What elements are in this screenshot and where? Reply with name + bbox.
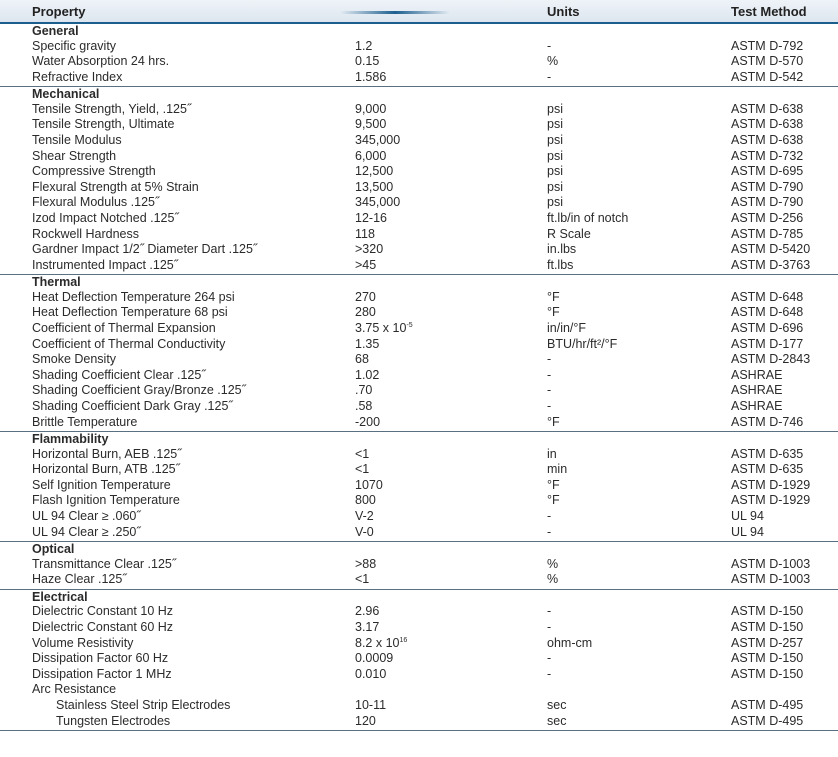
value-text: 2.96	[355, 604, 380, 619]
property-cell: Water Absorption 24 hrs.	[32, 54, 170, 69]
value-cell	[355, 180, 393, 196]
value-cell	[355, 70, 386, 86]
units-cell: ft.lb/in of notch	[547, 210, 629, 225]
value-cell	[355, 133, 400, 149]
units-cell: -	[547, 651, 552, 666]
property-cell: Flexural Strength at 5% Strain	[32, 179, 199, 194]
test-method-cell: ASTM D-150	[731, 620, 804, 634]
table-row	[0, 39, 838, 55]
value-cell	[355, 352, 369, 368]
value-text: >88	[355, 556, 377, 571]
property-cell: Flash Ignition Temperature	[32, 493, 180, 508]
value-cell	[355, 54, 379, 70]
test-method-cell: ASTM D-696	[731, 321, 804, 335]
value-text: 10-11	[355, 697, 387, 712]
test-method-cell: ASTM D-648	[731, 289, 804, 304]
value-cell	[355, 102, 386, 118]
value-cell	[355, 557, 376, 573]
table-row	[0, 352, 838, 368]
value-cell	[355, 636, 407, 652]
table-row	[0, 321, 838, 337]
value-text: >45	[355, 257, 377, 272]
test-method-cell: ASTM D-542	[731, 69, 804, 84]
property-cell: Flexural Modulus .125˝	[32, 195, 160, 210]
value-text: 12-16	[355, 210, 387, 225]
units-cell: -	[547, 38, 552, 53]
property-cell: Shading Coefficient Clear .125˝	[32, 367, 206, 382]
property-cell: Coefficient of Thermal Conductivity	[32, 336, 226, 351]
property-cell: Dissipation Factor 1 MHz	[32, 666, 172, 681]
section-thermal	[0, 275, 838, 432]
value-cell	[355, 39, 372, 55]
value-text: <1	[355, 572, 370, 587]
value-exponent: 16	[399, 636, 408, 644]
property-cell: UL 94 Clear ≥ .250˝	[32, 524, 141, 539]
value-text: 3.75 x 10	[355, 321, 407, 335]
value-text: 8.2 x 10	[355, 635, 400, 650]
section-title: Mechanical	[32, 87, 100, 102]
value-text: 0.0009	[355, 651, 394, 666]
value-text: 1.586	[355, 69, 387, 84]
value-cell	[355, 211, 387, 227]
property-cell: Dissipation Factor 60 Hz	[32, 651, 169, 666]
property-cell: Compressive Strength	[32, 164, 156, 179]
property-cell: Tensile Strength, Ultimate	[32, 117, 175, 132]
property-cell: Brittle Temperature	[32, 414, 138, 429]
table-row	[0, 195, 838, 211]
test-method-cell: ASTM D-1003	[731, 556, 811, 571]
property-cell: Coefficient of Thermal Expansion	[32, 321, 216, 335]
value-text: 6,000	[355, 148, 387, 163]
value-text: <1	[355, 462, 370, 477]
value-text: .58	[355, 398, 373, 413]
value-cell	[355, 149, 386, 165]
value-text: V-2	[355, 509, 374, 524]
table-row	[0, 399, 838, 415]
units-cell: ohm-cm	[547, 635, 593, 650]
value-cell	[355, 305, 376, 321]
section-general	[0, 24, 838, 87]
section-title: Flammability	[32, 432, 109, 447]
value-cell	[355, 321, 413, 337]
property-cell: Dielectric Constant 60 Hz	[32, 620, 174, 634]
value-text: 270	[355, 289, 376, 304]
value-cell	[355, 620, 379, 636]
units-cell: psi	[547, 148, 563, 163]
property-cell: Tensile Strength, Yield, .125˝	[32, 101, 192, 116]
header-units: Units	[547, 4, 580, 19]
section-title: Electrical	[32, 589, 88, 604]
property-cell: Arc Resistance	[32, 682, 117, 697]
value-cell	[355, 415, 380, 431]
units-cell: min	[547, 462, 568, 477]
units-cell: °F	[547, 493, 560, 508]
value-cell	[355, 399, 372, 415]
property-cell: Instrumented Impact .125˝	[32, 257, 178, 272]
units-cell: %	[547, 556, 559, 571]
property-cell: Shading Coefficient Dark Gray .125˝	[32, 398, 233, 413]
table-row	[0, 604, 838, 620]
value-text: 12,500	[355, 164, 394, 179]
value-text: 1.2	[355, 38, 373, 53]
table-row	[0, 714, 838, 730]
value-cell	[355, 667, 386, 683]
test-method-cell: ASTM D-635	[731, 462, 804, 477]
value-text: >320	[355, 242, 384, 257]
value-text: 9,500	[355, 117, 387, 132]
value-text: 280	[355, 305, 376, 320]
value-cell	[355, 290, 376, 306]
units-cell: -	[547, 69, 552, 84]
units-cell: °F	[547, 289, 560, 304]
test-method-cell: ASTM D-648	[731, 305, 804, 320]
table-row	[0, 509, 838, 525]
table-row	[0, 667, 838, 683]
property-cell: Shading Coefficient Gray/Bronze .125˝	[32, 383, 246, 398]
units-cell: in.lbs	[547, 242, 577, 257]
value-cell	[355, 227, 375, 243]
value-cell	[355, 383, 372, 399]
table-row	[0, 682, 838, 698]
test-method-cell: ASTM D-2843	[731, 352, 811, 367]
property-cell: Smoke Density	[32, 352, 117, 367]
property-cell: Gardner Impact 1/2˝ Diameter Dart .125˝	[32, 242, 258, 257]
value-text: 1070	[355, 477, 383, 492]
test-method-cell: ASTM D-150	[731, 651, 804, 666]
units-cell: BTU/hr/ft²/°F	[547, 336, 618, 351]
property-cell: Haze Clear .125˝	[32, 572, 127, 587]
header-test-method: Test Method	[731, 4, 807, 19]
value-text: 68	[355, 352, 369, 367]
units-cell: in	[547, 446, 557, 461]
test-method-cell: ASTM D-150	[731, 666, 804, 681]
value-cell	[355, 447, 369, 463]
value-cell	[355, 509, 374, 525]
units-cell: %	[547, 54, 559, 69]
value-text: 13,500	[355, 179, 394, 194]
property-cell: Refractive Index	[32, 69, 123, 84]
property-cell: Izod Impact Notched .125˝	[32, 210, 179, 225]
table-row	[0, 227, 838, 243]
property-cell: Volume Resistivity	[32, 635, 134, 650]
units-cell: -	[547, 620, 552, 634]
value-exponent: -5	[406, 322, 413, 329]
section-flammability	[0, 432, 838, 542]
test-method-cell: ASTM D-1929	[731, 477, 811, 492]
units-cell: -	[547, 367, 552, 382]
test-method-cell: ASTM D-1003	[731, 572, 811, 587]
test-method-cell: ASTM D-790	[731, 195, 804, 210]
units-cell: -	[547, 524, 552, 539]
value-cell	[355, 258, 376, 274]
units-cell: -	[547, 604, 552, 619]
table-row	[0, 133, 838, 149]
test-method-cell: ASTM D-495	[731, 697, 804, 712]
table-row	[0, 337, 838, 353]
header-property: Property	[32, 4, 86, 19]
units-cell: psi	[547, 132, 563, 147]
test-method-cell: ASTM D-635	[731, 446, 804, 461]
property-cell: Specific gravity	[32, 38, 117, 53]
value-text: 3.17	[355, 620, 380, 634]
section-electrical	[0, 590, 838, 731]
value-text: 118	[355, 226, 375, 241]
table-row	[0, 557, 838, 573]
value-text: 120	[355, 713, 376, 728]
units-cell: sec	[547, 697, 567, 712]
property-cell: Dielectric Constant 10 Hz	[32, 604, 174, 619]
table-row	[0, 258, 838, 274]
units-cell: -	[547, 352, 552, 367]
table-row	[0, 383, 838, 399]
property-cell: Heat Deflection Temperature 68 psi	[32, 305, 228, 320]
table-row	[0, 70, 838, 86]
value-cell	[355, 164, 393, 180]
table-row	[0, 572, 838, 588]
test-method-cell: ASTM D-792	[731, 38, 804, 53]
units-cell: -	[547, 509, 552, 524]
property-cell: Heat Deflection Temperature 264 psi	[32, 289, 235, 304]
value-text: 345,000	[355, 132, 401, 147]
table-row	[0, 478, 838, 494]
table-row	[0, 462, 838, 478]
table-row	[0, 242, 838, 258]
units-cell: -	[547, 383, 552, 398]
properties-table	[0, 24, 838, 731]
property-cell: Rockwell Hardness	[32, 226, 139, 241]
property-cell: Self Ignition Temperature	[32, 477, 171, 492]
value-text: .70	[355, 383, 373, 398]
units-cell: %	[547, 572, 559, 587]
table-row	[0, 447, 838, 463]
value-text: <1	[355, 446, 370, 461]
test-method-cell: ASHRAE	[731, 367, 783, 382]
value-text: 345,000	[355, 195, 401, 210]
test-method-cell: ASHRAE	[731, 398, 783, 413]
value-cell	[355, 337, 379, 353]
value-cell	[355, 368, 379, 384]
value-cell	[355, 698, 386, 714]
table-row	[0, 290, 838, 306]
table-row	[0, 149, 838, 165]
units-cell: psi	[547, 179, 563, 194]
value-cell	[355, 714, 376, 730]
table-row	[0, 117, 838, 133]
property-cell: UL 94 Clear ≥ .060˝	[32, 509, 141, 524]
value-cell	[355, 462, 369, 478]
value-cell	[355, 493, 376, 509]
property-cell: Transmittance Clear .125˝	[32, 556, 177, 571]
table-row	[0, 620, 838, 636]
value-text: 0.010	[355, 666, 387, 681]
units-cell: psi	[547, 195, 563, 210]
section-title: General	[32, 24, 79, 38]
table-row	[0, 164, 838, 180]
test-method-cell: UL 94	[731, 509, 764, 524]
section-optical	[0, 542, 838, 590]
table-row	[0, 211, 838, 227]
value-text: 1.02	[355, 367, 380, 382]
units-cell: sec	[547, 713, 567, 728]
table-row	[0, 415, 838, 431]
units-cell: psi	[547, 101, 563, 116]
test-method-cell: ASTM D-638	[731, 117, 804, 132]
value-cell	[355, 195, 400, 211]
test-method-cell: ASTM D-150	[731, 604, 804, 619]
test-method-cell: ASTM D-732	[731, 148, 804, 163]
units-cell: °F	[547, 477, 560, 492]
section-title: Thermal	[32, 275, 81, 290]
value-cell	[355, 604, 379, 620]
section-mechanical	[0, 87, 838, 275]
value-text: V-0	[355, 524, 374, 539]
value-cell	[355, 242, 383, 258]
units-cell: in/in/°F	[547, 321, 587, 335]
units-cell: °F	[547, 414, 560, 429]
table-row	[0, 54, 838, 70]
value-text: -200	[355, 414, 381, 429]
property-cell: Stainless Steel Strip Electrodes	[56, 697, 231, 712]
section-title: Optical	[32, 542, 75, 557]
test-method-cell: ASTM D-785	[731, 226, 804, 241]
test-method-cell: ASTM D-3763	[731, 257, 811, 272]
units-cell: ft.lbs	[547, 257, 574, 272]
test-method-cell: ASTM D-1929	[731, 493, 811, 508]
table-row	[0, 698, 838, 714]
test-method-cell: ASTM D-257	[731, 635, 804, 650]
test-method-cell: ASTM D-495	[731, 713, 804, 728]
table-row	[0, 180, 838, 196]
value-cell	[355, 478, 383, 494]
table-row	[0, 102, 838, 118]
test-method-cell: ASTM D-570	[731, 54, 804, 69]
table-row	[0, 651, 838, 667]
table-row	[0, 305, 838, 321]
test-method-cell: ASTM D-5420	[731, 242, 811, 257]
units-cell: °F	[547, 305, 560, 320]
table-row	[0, 368, 838, 384]
table-row	[0, 636, 838, 652]
property-cell: Shear Strength	[32, 148, 117, 163]
units-cell: psi	[547, 164, 563, 179]
value-text: 0.15	[355, 54, 380, 69]
test-method-cell: UL 94	[731, 524, 764, 539]
property-cell: Tungsten Electrodes	[56, 713, 171, 728]
table-header	[0, 0, 838, 24]
value-text: 1.35	[355, 336, 380, 351]
table-row	[0, 493, 838, 509]
test-method-cell: ASTM D-177	[731, 336, 804, 351]
property-cell: Horizontal Burn, AEB .125˝	[32, 446, 182, 461]
test-method-cell: ASTM D-638	[731, 101, 804, 116]
value-text: 800	[355, 493, 376, 508]
value-cell	[355, 572, 369, 588]
value-cell	[355, 117, 386, 133]
property-cell: Horizontal Burn, ATB .125˝	[32, 462, 180, 477]
value-text: 9,000	[355, 101, 387, 116]
units-cell: psi	[547, 117, 563, 132]
test-method-cell: ASTM D-790	[731, 179, 804, 194]
units-cell: -	[547, 666, 552, 681]
units-cell: R Scale	[547, 226, 591, 241]
test-method-cell: ASHRAE	[731, 383, 783, 398]
value-cell	[355, 525, 374, 541]
test-method-cell: ASTM D-638	[731, 132, 804, 147]
test-method-cell: ASTM D-256	[731, 210, 804, 225]
value-cell	[355, 651, 393, 667]
test-method-cell: ASTM D-695	[731, 164, 804, 179]
test-method-cell: ASTM D-746	[731, 414, 804, 429]
header-swoosh-decoration	[340, 11, 450, 14]
property-cell: Tensile Modulus	[32, 132, 122, 147]
units-cell: -	[547, 398, 552, 413]
table-row	[0, 525, 838, 541]
